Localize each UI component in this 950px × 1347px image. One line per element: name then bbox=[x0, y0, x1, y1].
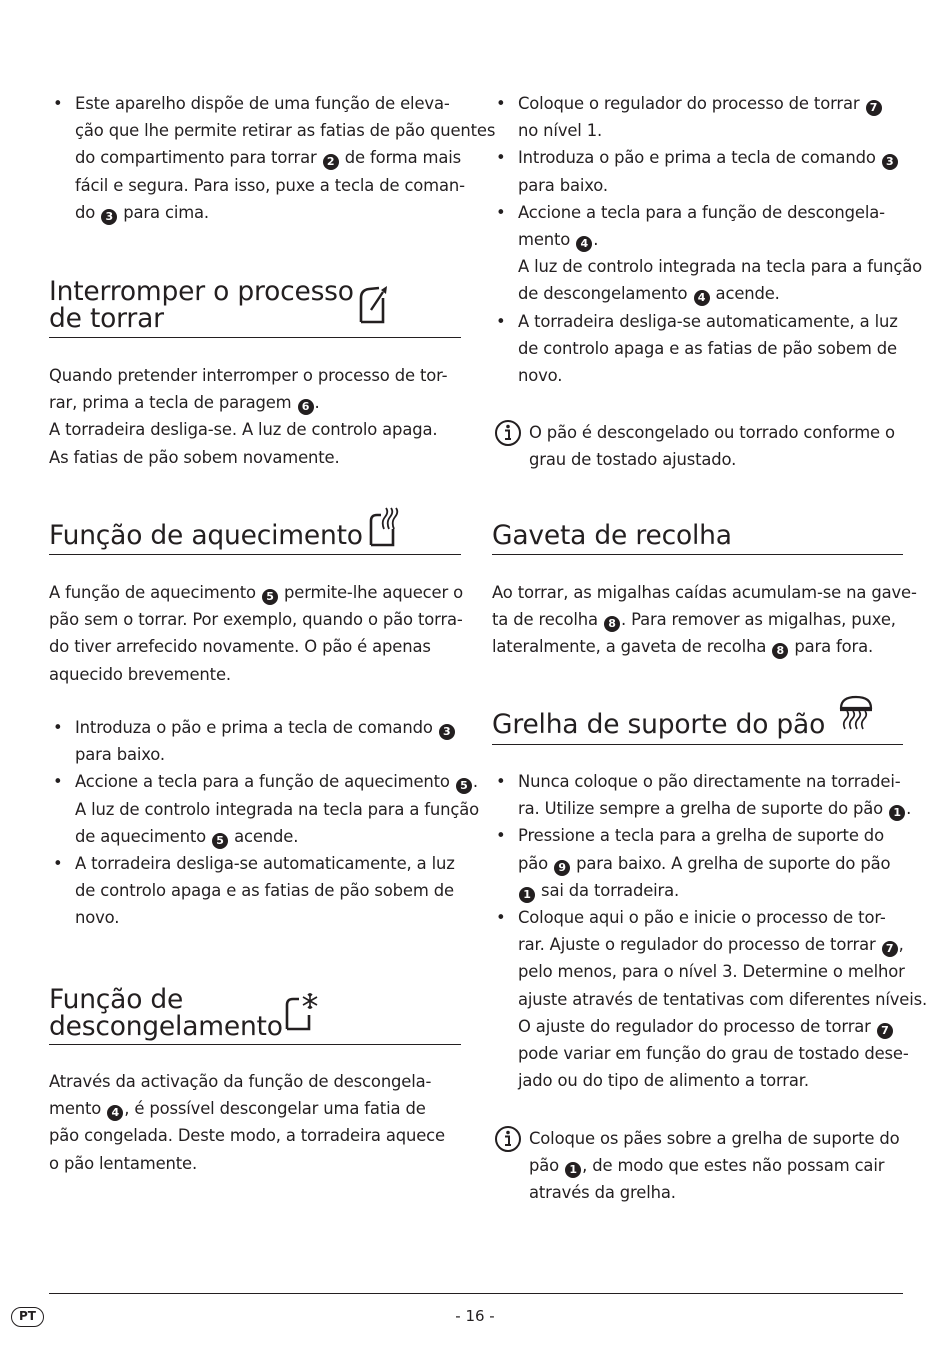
section-heading-defrost bbox=[49, 977, 461, 1045]
text-segment: do bbox=[75, 202, 101, 222]
text-line bbox=[518, 253, 923, 280]
text-line bbox=[75, 199, 461, 226]
heading-line: Interromper o processo bbox=[49, 276, 354, 307]
text-segment: , bbox=[898, 935, 904, 955]
text-segment: Introduza o pão e prima a tecla de comando bbox=[518, 148, 881, 168]
text-line bbox=[518, 877, 903, 904]
list-item bbox=[492, 768, 912, 822]
text-line bbox=[518, 958, 903, 985]
section-heading-bun-rack bbox=[492, 694, 903, 745]
text-segment: , de modo que estes não possam cair bbox=[582, 1156, 885, 1176]
text-line bbox=[75, 117, 496, 144]
text-line bbox=[518, 90, 903, 117]
text-segment: Coloque os pães sobre a grelha de suporte do bbox=[529, 1129, 900, 1148]
text-segment: pode variar em função do grau de tostado dese- bbox=[518, 1043, 909, 1063]
text-segment: Coloque aqui o pão e inicie o processo de tor- bbox=[518, 907, 886, 927]
text-line bbox=[49, 1122, 461, 1149]
text-line bbox=[49, 579, 461, 606]
text-line bbox=[49, 633, 461, 660]
text-line bbox=[529, 1126, 903, 1153]
reference-number-badge: 5 bbox=[212, 833, 228, 849]
text-line bbox=[518, 144, 903, 171]
reference-number-badge: 6 bbox=[298, 399, 314, 415]
heading-title: Gaveta de recolha bbox=[492, 520, 732, 551]
defrost-bullet-list bbox=[492, 90, 923, 389]
text-segment: O pão é descongelado ou torrado conforme o bbox=[529, 423, 895, 442]
text-line bbox=[518, 362, 903, 389]
text-segment: para cima. bbox=[118, 202, 209, 222]
text-segment: pão sem o torrar. Por exemplo, quando o pão torra- bbox=[49, 610, 463, 630]
reference-number-badge: 7 bbox=[866, 100, 882, 116]
text-line bbox=[49, 606, 461, 633]
list-item bbox=[492, 904, 928, 1094]
text-segment: A luz de controlo integrada na tecla para a função bbox=[75, 799, 480, 819]
text-segment: pão congelada. Deste modo, a torradeira aquece bbox=[49, 1126, 445, 1146]
text-line bbox=[518, 822, 903, 849]
text-segment: . bbox=[472, 772, 478, 792]
text-line bbox=[75, 714, 461, 741]
section-heading-crumb-tray bbox=[492, 505, 903, 555]
text-line bbox=[75, 823, 461, 850]
heading-line: descongelamento bbox=[49, 1011, 283, 1042]
text-segment: O ajuste do regulador do processo de torrar bbox=[518, 1016, 876, 1036]
reference-number-badge: 4 bbox=[694, 290, 710, 306]
reference-number-badge: 5 bbox=[456, 778, 472, 794]
text-segment: através da grelha. bbox=[529, 1183, 676, 1203]
text-segment: permite-lhe aquecer o bbox=[278, 583, 463, 602]
text-line bbox=[75, 850, 461, 877]
text-segment: para baixo. bbox=[518, 175, 608, 195]
text-segment: pelo menos, para o nível 3. Determine o melhor bbox=[518, 962, 905, 982]
heating-body bbox=[49, 579, 461, 688]
text-line bbox=[49, 661, 461, 688]
text-segment: novo. bbox=[75, 908, 120, 928]
text-segment: Introduza o pão e prima a tecla de comando bbox=[75, 718, 438, 737]
reference-number-badge: 9 bbox=[554, 860, 570, 876]
text-line bbox=[518, 904, 903, 931]
heating-toast-icon bbox=[367, 507, 403, 549]
reference-number-badge: 8 bbox=[604, 616, 620, 632]
text-line bbox=[75, 904, 461, 931]
text-segment: . bbox=[593, 229, 599, 249]
reference-number-badge: 3 bbox=[439, 724, 455, 740]
text-line bbox=[518, 795, 912, 822]
list-item bbox=[492, 144, 903, 198]
text-line bbox=[529, 420, 903, 447]
text-segment: de descongelamento bbox=[518, 284, 693, 304]
text-segment: Accione a tecla para a função de descongela- bbox=[518, 202, 885, 222]
reference-number-badge: 3 bbox=[882, 154, 898, 170]
text-segment: aquecido brevemente. bbox=[49, 664, 231, 684]
language-badge: PT bbox=[11, 1307, 44, 1327]
text-line bbox=[529, 1153, 903, 1180]
reference-number-badge: 4 bbox=[107, 1105, 123, 1121]
text-segment: Através da activação da função de descongela- bbox=[49, 1072, 432, 1091]
text-line bbox=[49, 362, 461, 389]
info-note-text bbox=[529, 1126, 903, 1208]
text-segment: de forma mais bbox=[339, 148, 462, 168]
text-line bbox=[49, 1068, 461, 1095]
text-segment: acende. bbox=[710, 284, 780, 304]
text-line bbox=[518, 1013, 903, 1040]
text-line bbox=[518, 1040, 909, 1067]
reference-number-badge: 2 bbox=[323, 154, 339, 170]
list-item bbox=[492, 90, 903, 144]
text-line bbox=[75, 768, 478, 795]
text-line bbox=[529, 1180, 903, 1207]
text-line bbox=[49, 1150, 461, 1177]
heading-line: de torrar bbox=[49, 303, 164, 334]
text-line bbox=[518, 768, 903, 795]
text-segment: Accione a tecla para a função de aquecimento bbox=[75, 772, 455, 792]
text-line bbox=[49, 416, 461, 443]
reference-number-badge: 1 bbox=[565, 1162, 581, 1178]
list-item bbox=[49, 90, 496, 226]
page-number: - 16 - bbox=[455, 1307, 495, 1325]
heading-title: Função de aquecimento bbox=[49, 520, 363, 551]
reference-number-badge: 8 bbox=[772, 643, 788, 659]
info-icon bbox=[494, 419, 522, 451]
text-line bbox=[49, 389, 461, 416]
text-segment: de controlo apaga e as fatias de pão sobem de bbox=[75, 881, 454, 901]
text-segment: no nível 1. bbox=[518, 121, 603, 141]
text-line bbox=[529, 447, 903, 474]
text-segment: novo. bbox=[518, 365, 563, 385]
text-segment: mento bbox=[518, 229, 576, 249]
text-segment: rar. Ajuste o regulador do processo de torrar bbox=[518, 935, 881, 955]
text-segment: fácil e segura. Para isso, puxe a tecla de coman- bbox=[75, 175, 465, 195]
text-line bbox=[518, 335, 903, 362]
text-segment: de controlo apaga e as fatias de pão sobem de bbox=[518, 338, 897, 358]
text-segment: A luz de controlo integrada na tecla para a função bbox=[518, 257, 923, 277]
reference-number-badge: 3 bbox=[101, 209, 117, 225]
text-segment: A torradeira desliga-se automaticamente, a luz bbox=[75, 853, 455, 873]
info-note-text bbox=[529, 420, 903, 474]
text-segment: mento bbox=[49, 1099, 107, 1119]
text-segment: jado ou do tipo de alimento a torrar. bbox=[518, 1071, 809, 1091]
defrost-body bbox=[49, 1068, 461, 1177]
heading-title: Grelha de suporte do pão bbox=[492, 709, 826, 740]
text-segment: A torradeira desliga-se. A luz de controlo apaga. bbox=[49, 420, 438, 440]
text-segment: As fatias de pão sobem novamente. bbox=[49, 447, 340, 467]
reference-number-badge: 4 bbox=[576, 236, 592, 252]
text-line bbox=[75, 144, 461, 171]
text-segment: ção que lhe permite retirar as fatias de pão quentes bbox=[75, 121, 496, 141]
reference-number-badge: 5 bbox=[262, 589, 278, 605]
text-line bbox=[492, 606, 903, 633]
defrost-toast-icon bbox=[283, 991, 321, 1031]
text-line bbox=[518, 931, 903, 958]
text-segment: grau de tostado ajustado. bbox=[529, 450, 737, 470]
text-line bbox=[518, 280, 903, 307]
text-segment: lateralmente, a gaveta de recolha bbox=[492, 637, 772, 657]
text-segment: ra. Utilize sempre a grelha de suporte do pão bbox=[518, 799, 889, 819]
text-segment: Coloque o regulador do processo de torrar bbox=[518, 94, 865, 113]
text-line bbox=[518, 172, 903, 199]
text-segment: ta de recolha bbox=[492, 610, 603, 630]
info-icon bbox=[494, 1125, 522, 1157]
heading-line: Função de bbox=[49, 984, 184, 1015]
text-segment: do tiver arrefecido novamente. O pão é apenas bbox=[49, 637, 431, 657]
text-line bbox=[492, 579, 917, 606]
text-line bbox=[492, 633, 903, 660]
text-line bbox=[518, 1067, 903, 1094]
list-item bbox=[49, 768, 480, 850]
text-segment: para baixo. bbox=[75, 745, 165, 765]
intro-bullet-list bbox=[49, 90, 496, 226]
bun-rack-bullet-list bbox=[492, 768, 928, 1094]
text-segment: o pão lentamente. bbox=[49, 1153, 198, 1173]
text-line bbox=[75, 741, 461, 768]
text-line bbox=[518, 308, 903, 335]
heating-bullet-list bbox=[49, 714, 480, 932]
interrupt-toast-icon bbox=[357, 284, 391, 324]
text-line bbox=[518, 117, 903, 144]
text-segment: para baixo. A grelha de suporte do pão bbox=[571, 853, 891, 873]
text-segment: Nunca coloque o pão directamente na torradei- bbox=[518, 772, 901, 791]
text-segment: para fora. bbox=[789, 637, 874, 657]
text-line bbox=[518, 226, 903, 253]
text-segment: Pressione a tecla para a grelha de suporte do bbox=[518, 826, 884, 846]
text-segment: Este aparelho dispõe de uma função de eleva- bbox=[75, 94, 450, 113]
list-item bbox=[49, 714, 461, 768]
reference-number-badge: 7 bbox=[877, 1023, 893, 1039]
text-segment: Ao torrar, as migalhas caídas acumulam-se na gave- bbox=[492, 583, 917, 602]
text-segment: acende. bbox=[229, 826, 299, 846]
text-line bbox=[49, 1095, 461, 1122]
text-line bbox=[75, 877, 461, 904]
text-segment: Quando pretender interromper o processo de tor- bbox=[49, 366, 448, 385]
text-segment: pão bbox=[529, 1156, 565, 1176]
text-line bbox=[518, 850, 903, 877]
text-segment: ajuste através de tentativas com diferentes níveis. bbox=[518, 989, 928, 1009]
reference-number-badge: 1 bbox=[889, 805, 905, 821]
text-segment: . bbox=[906, 799, 912, 819]
text-segment: de aquecimento bbox=[75, 826, 212, 846]
text-line bbox=[518, 986, 928, 1013]
reference-number-badge: 1 bbox=[519, 887, 535, 903]
text-segment: sai da torradeira. bbox=[536, 880, 680, 900]
list-item bbox=[49, 850, 461, 932]
list-item bbox=[492, 822, 903, 904]
text-line bbox=[75, 796, 480, 823]
text-segment: pão bbox=[518, 853, 554, 873]
crumb-tray-body bbox=[492, 579, 917, 661]
text-segment: rar, prima a tecla de paragem bbox=[49, 393, 297, 413]
reference-number-badge: 7 bbox=[882, 941, 898, 957]
text-segment: . bbox=[314, 393, 320, 413]
text-segment: , é possível descongelar uma fatia de bbox=[124, 1099, 426, 1119]
text-segment: A torradeira desliga-se automaticamente, a luz bbox=[518, 311, 898, 331]
interrupt-body bbox=[49, 362, 461, 471]
text-line bbox=[75, 172, 465, 199]
section-heading-heating bbox=[49, 505, 461, 555]
text-segment: A função de aquecimento bbox=[49, 583, 261, 602]
text-line bbox=[75, 90, 461, 117]
text-line bbox=[49, 444, 461, 471]
footer-divider bbox=[49, 1293, 903, 1294]
text-line bbox=[518, 199, 903, 226]
list-item bbox=[492, 308, 903, 390]
text-segment: . Para remover as migalhas, puxe, bbox=[620, 610, 896, 630]
list-item bbox=[492, 199, 923, 308]
bun-rack-icon bbox=[838, 694, 874, 734]
section-heading-interrupt bbox=[49, 270, 461, 338]
text-segment: do compartimento para torrar bbox=[75, 148, 322, 168]
